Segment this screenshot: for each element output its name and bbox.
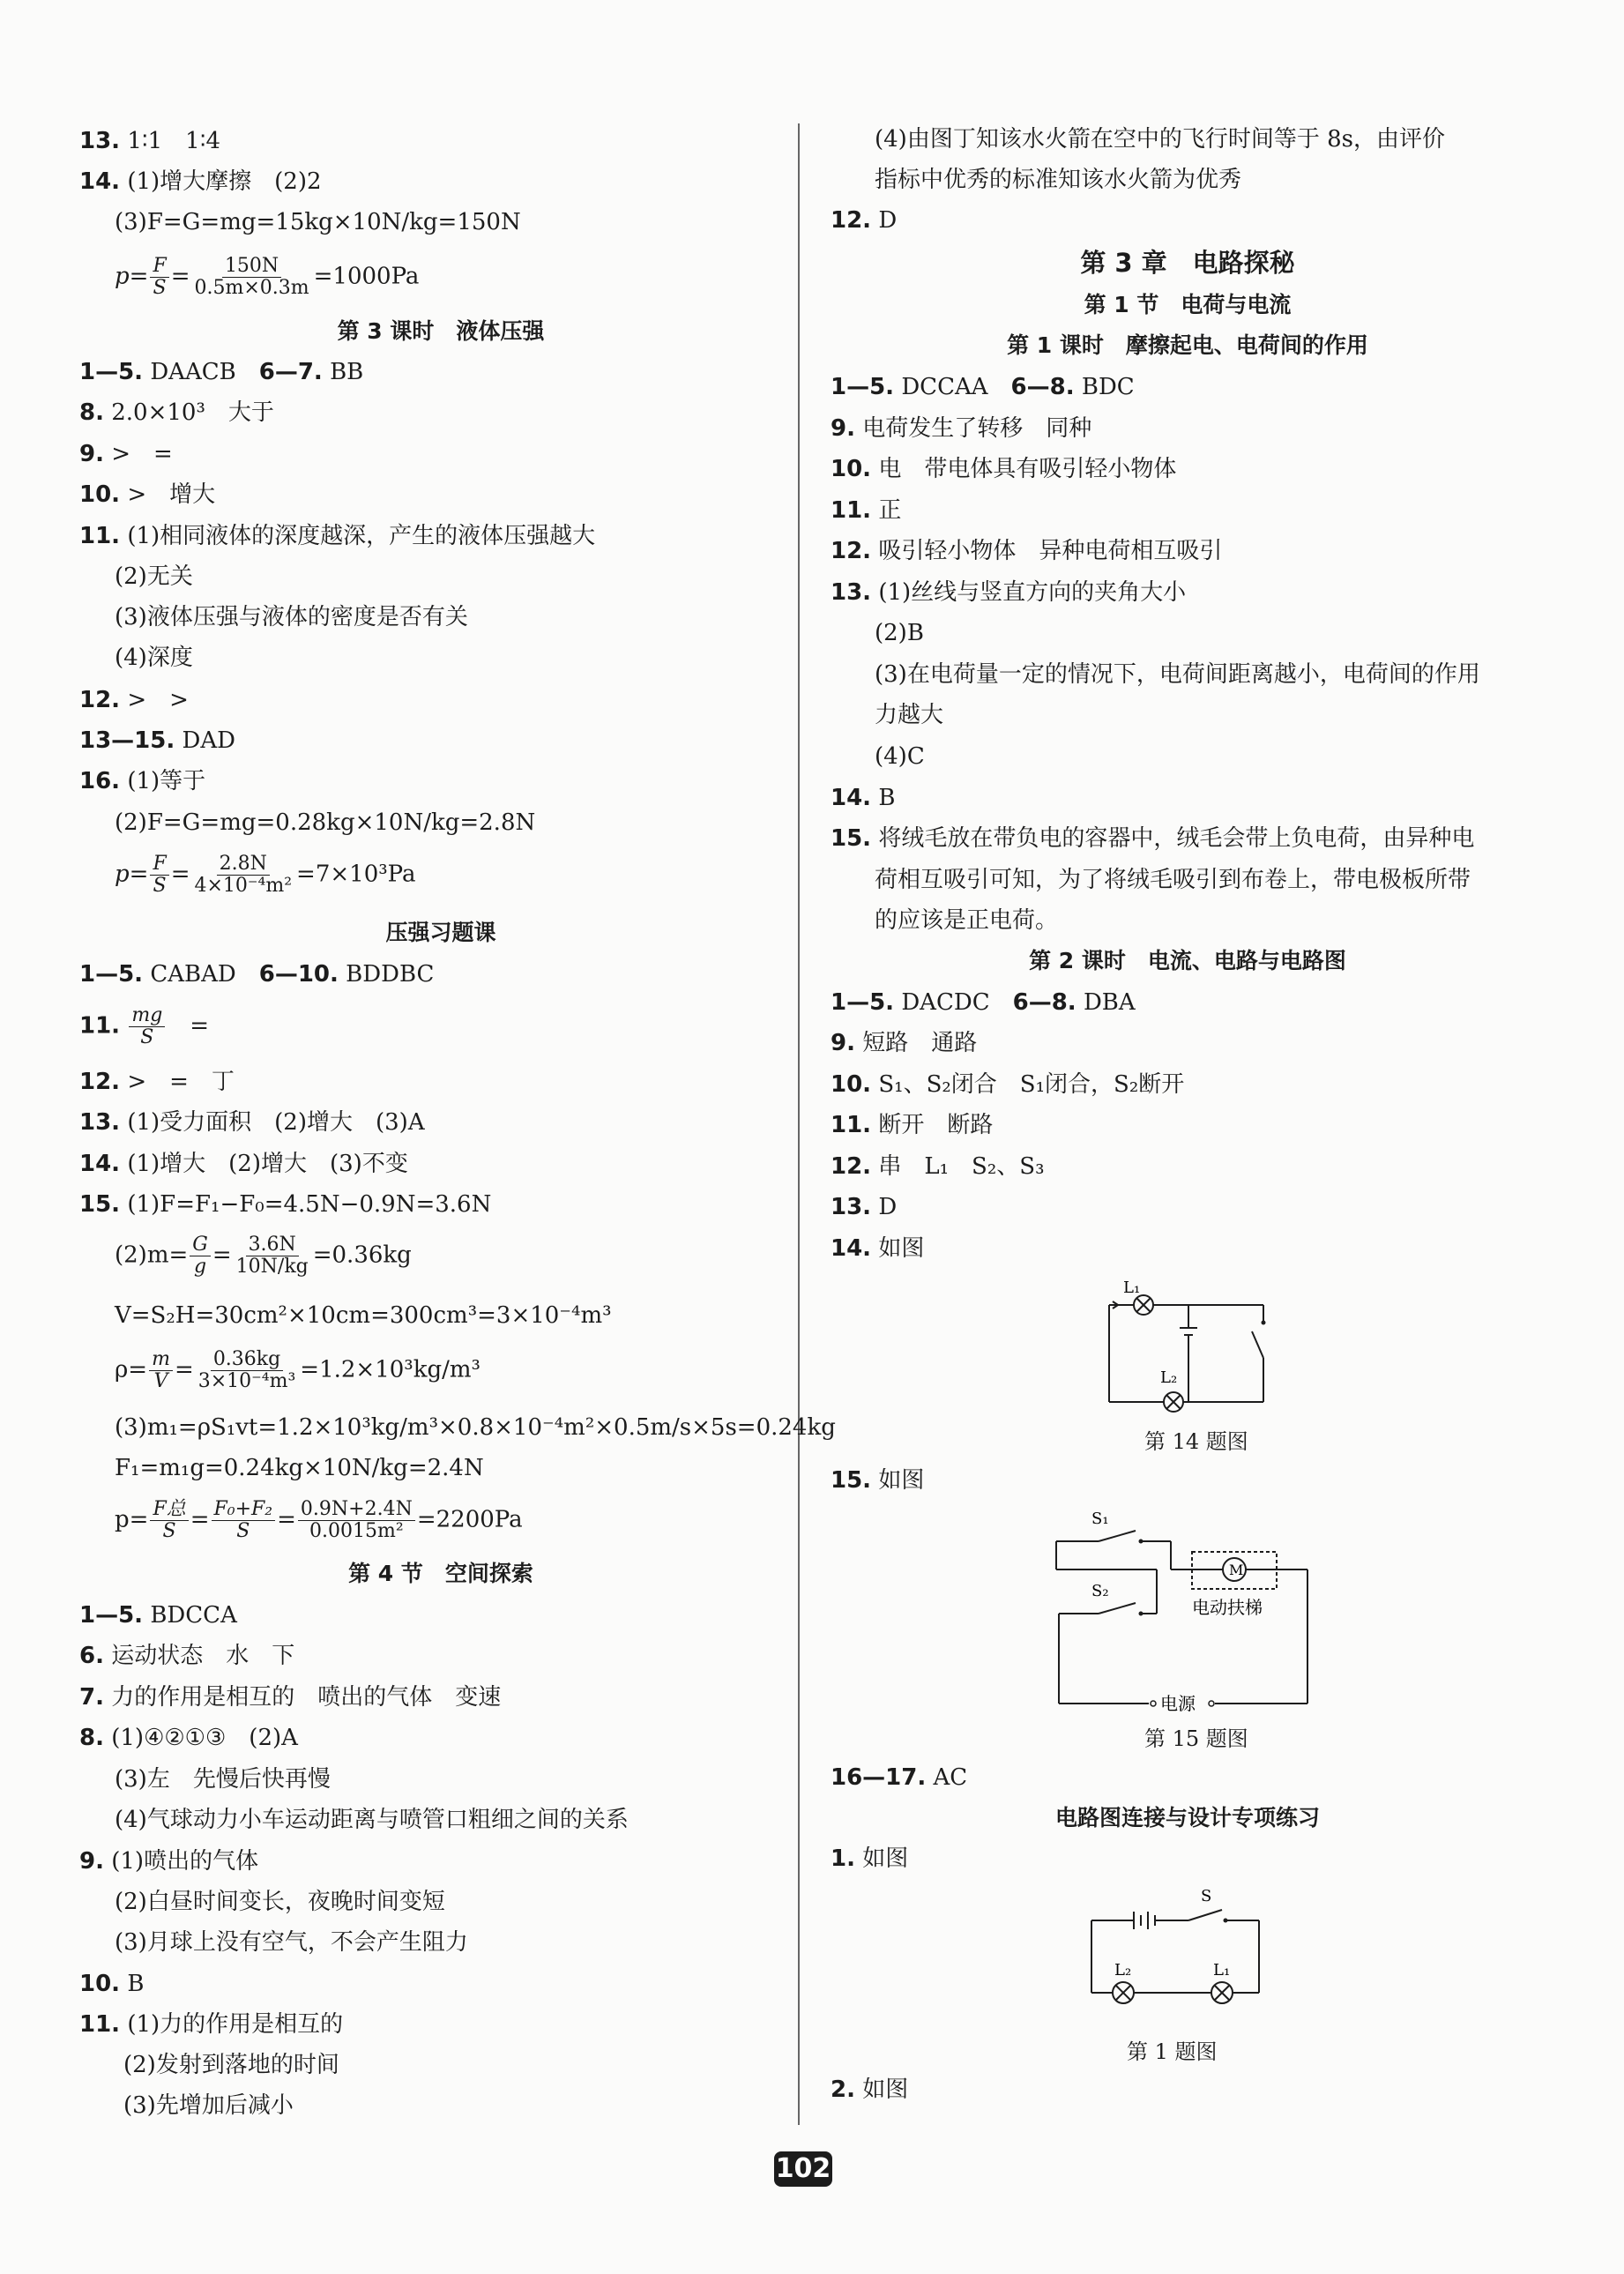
fig1-l1-label: L₁ bbox=[1213, 1961, 1231, 1979]
space-6: 6. 运动状态 水 下 bbox=[79, 1643, 295, 1669]
charge-13-e: (4)C bbox=[875, 743, 925, 770]
lesson2-title: 第 2 课时 电流、电路与电路图 bbox=[1029, 948, 1346, 973]
figure-1-circuit bbox=[1091, 1878, 1268, 2002]
charge-12: 12. 吸引轻小物体 异种电荷相互吸引 bbox=[831, 538, 1223, 564]
fig14-l2-label: L₂ bbox=[1160, 1368, 1178, 1387]
answer-12: 12. > > bbox=[79, 687, 189, 713]
pressure-15-m1: (3)m₁=ρS₁vt=1.2×10³kg/m³×0.8×10⁻⁴m²×0.5m/s×5s=0.24kg bbox=[115, 1414, 836, 1441]
circuit-15: 15. 如图 bbox=[831, 1467, 925, 1494]
special-2: 2. 如图 bbox=[831, 2076, 909, 2103]
answer-13-15: 13—15. DAD bbox=[79, 727, 235, 754]
fig15-s2-label: S₂ bbox=[1091, 1582, 1109, 1600]
answer-11-c: (3)液体压强与液体的密度是否有关 bbox=[115, 604, 468, 630]
space-11-b: (2)发射到落地的时间 bbox=[123, 2052, 339, 2078]
space-11-c: (3)先增加后减小 bbox=[123, 2092, 294, 2119]
space-9-c: (3)月球上没有空气，不会产生阻力 bbox=[115, 1929, 468, 1956]
circuit-1-8: 1—5. DACDC 6—8. DBA bbox=[831, 989, 1136, 1016]
space-9: 9. (1)喷出的气体 bbox=[79, 1848, 259, 1875]
space-8-c: (4)气球动力小车运动距离与喷管口粗细之间的关系 bbox=[115, 1807, 629, 1833]
pressure-11: 11. $\frac{mg}{S}$ = bbox=[79, 1004, 210, 1048]
pressure-15: 15. (1)F=F₁−F₀=4.5N−0.9N=3.6N bbox=[79, 1191, 492, 1218]
pressure-15-mass: (2)m= $\frac{G}{g}$ = $\frac{3.6N}{10N/kg}$ =0.36kg bbox=[115, 1234, 412, 1278]
charge-15-b: 荷相互吸引可知，为了将绒毛吸引到布卷上，带电极板所带 bbox=[875, 867, 1471, 893]
answer-9: 9. > = bbox=[79, 441, 173, 467]
charge-11: 11. 正 bbox=[831, 497, 902, 524]
charge-9: 9. 电荷发生了转移 同种 bbox=[831, 415, 1092, 442]
pressure-14: 14. (1)增大 (2)增大 (3)不变 bbox=[79, 1151, 408, 1177]
fig15-power-label: 电源 bbox=[1160, 1693, 1196, 1714]
figure-14-circuit bbox=[1109, 1270, 1303, 1420]
circuit-16-17: 16—17. AC bbox=[831, 1764, 968, 1791]
answer-10: 10. > 增大 bbox=[79, 481, 216, 508]
figure-1-caption: 第 1 题图 bbox=[1127, 2039, 1218, 2064]
charge-13-d: 力越大 bbox=[875, 702, 944, 728]
space-7: 7. 力的作用是相互的 喷出的气体 变速 bbox=[79, 1684, 502, 1711]
answer-11: 11. (1)相同液体的深度越深，产生的液体压强越大 bbox=[79, 523, 596, 549]
circuit-10: 10. S₁、S₂闭合 S₁闭合，S₂断开 bbox=[831, 1071, 1185, 1098]
chapter-title: 第 3 章 电路探秘 bbox=[1080, 248, 1295, 278]
answer-11-4b: 指标中优秀的标准知该水火箭为优秀 bbox=[875, 167, 1242, 193]
space-1-5: 1—5. BDCCA bbox=[79, 1602, 237, 1629]
answer-11-d: (4)深度 bbox=[115, 645, 193, 671]
fig15-escalator-label: 电动扶梯 bbox=[1192, 1597, 1263, 1618]
answer-16-calc: (2)F=G=mg=0.28kg×10N/kg=2.8N bbox=[115, 809, 536, 836]
section-pressure-title: 压强习题课 bbox=[385, 920, 496, 945]
answer-12-right: 12. D bbox=[831, 207, 898, 234]
answer-1-7: 1—5. DAACB 6—7. BB bbox=[79, 359, 364, 385]
space-8: 8. (1)④②①③ (2)A bbox=[79, 1725, 298, 1751]
space-11: 11. (1)力的作用是相互的 bbox=[79, 2011, 344, 2038]
special-practice-title: 电路图连接与设计专项练习 bbox=[1054, 1805, 1320, 1830]
pressure-1-10: 1—5. CABAD 6—10. BDDBC bbox=[79, 961, 435, 988]
section1-title: 第 1 节 电荷与电流 bbox=[1084, 292, 1292, 317]
charge-15-c: 的应该是正电荷。 bbox=[875, 907, 1059, 934]
space-9-b: (2)白昼时间变长，夜晚时间变短 bbox=[115, 1889, 445, 1915]
page-number: 102 bbox=[774, 2151, 832, 2187]
space-10: 10. B bbox=[79, 1971, 145, 1997]
column-divider bbox=[798, 123, 800, 2125]
fig1-s-label: S bbox=[1201, 1887, 1212, 1905]
answer-11-b: (2)无关 bbox=[115, 563, 193, 590]
charge-13-b: (2)B bbox=[875, 620, 924, 646]
answer-14-formula: p= $\frac{F}{S}$ = $\frac{150N}{0.5m\times 0.3m}$ =1000Pa bbox=[115, 255, 420, 299]
circuit-14: 14. 如图 bbox=[831, 1235, 925, 1262]
circuit-9: 9. 短路 通路 bbox=[831, 1030, 978, 1056]
charge-15: 15. 将绒毛放在带负电的容器中，绒毛会带上负电荷，由异种电 bbox=[831, 825, 1475, 852]
section4-title: 第 4 节 空间探索 bbox=[348, 1561, 533, 1586]
fig14-l1-label: L₁ bbox=[1123, 1279, 1141, 1297]
charge-10: 10. 电 带电体具有吸引轻小物体 bbox=[831, 456, 1177, 482]
answer-14-calc: (3)F=G=mg=15kg×10N/kg=150N bbox=[115, 209, 521, 235]
figure-15-circuit bbox=[1056, 1499, 1356, 1714]
special-1: 1. 如图 bbox=[831, 1845, 909, 1872]
answer-13: 13. 1∶1 1∶4 bbox=[79, 128, 221, 154]
charge-1-8: 1—5. DCCAA 6—8. BDC bbox=[831, 374, 1135, 400]
circuit-11: 11. 断开 断路 bbox=[831, 1112, 994, 1138]
pressure-15-f1: F₁=m₁g=0.24kg×10N/kg=2.4N bbox=[115, 1455, 484, 1481]
charge-13-c: (3)在电荷量一定的情况下，电荷间距离越小，电荷间的作用 bbox=[875, 661, 1480, 688]
answer-14: 14. (1)增大摩擦 (2)2 bbox=[79, 168, 322, 195]
fig15-motor-label: M bbox=[1229, 1562, 1244, 1578]
charge-13: 13. (1)丝线与竖直方向的夹角大小 bbox=[831, 579, 1187, 606]
circuit-12: 12. 串 L₁ S₂、S₃ bbox=[831, 1153, 1045, 1180]
fig1-l2-label: L₂ bbox=[1114, 1961, 1132, 1979]
charge-14: 14. B bbox=[831, 785, 896, 811]
figure-14-caption: 第 14 题图 bbox=[1144, 1429, 1248, 1454]
pressure-15-pressure: p= $\frac{\text{F总}}{S}$ = $\frac{\text{F₀+F₂}}{S}$ = $\frac{0.9N+2.4N}{\text{0.0015m²}}$ =2200Pa bbox=[115, 1498, 523, 1542]
pressure-15-density: ρ= $\frac{m}{V}$ = $\frac{0.36kg}{\text{3×10⁻⁴m³}}$ =1.2×10³kg/m³ bbox=[115, 1348, 480, 1392]
answer-16: 16. (1)等于 bbox=[79, 768, 206, 794]
circuit-13: 13. D bbox=[831, 1194, 898, 1220]
section-lesson3-title: 第 3 课时 液体压强 bbox=[337, 318, 545, 344]
figure-15-caption: 第 15 题图 bbox=[1144, 1726, 1248, 1751]
space-8-b: (3)左 先慢后快再慢 bbox=[115, 1766, 331, 1793]
answer-16-formula: p= $\frac{F}{S}$ = $\frac{2.8N}{\text{4×10⁻⁴m²}}$ =7×10³Pa bbox=[115, 853, 416, 897]
pressure-12: 12. > = 丁 bbox=[79, 1069, 235, 1095]
pressure-13: 13. (1)受力面积 (2)增大 (3)A bbox=[79, 1109, 425, 1136]
fig15-s1-label: S₁ bbox=[1091, 1510, 1109, 1528]
answer-8: 8. 2.0×10³ 大于 bbox=[79, 399, 274, 426]
lesson1-title: 第 1 课时 摩擦起电、电荷间的作用 bbox=[1007, 332, 1368, 358]
answer-11-4a: (4)由图丁知该水火箭在空中的飞行时间等于 8s，由评价 bbox=[875, 126, 1445, 153]
pressure-15-volume: V=S₂H=30cm²×10cm=300cm³=3×10⁻⁴m³ bbox=[115, 1302, 612, 1329]
